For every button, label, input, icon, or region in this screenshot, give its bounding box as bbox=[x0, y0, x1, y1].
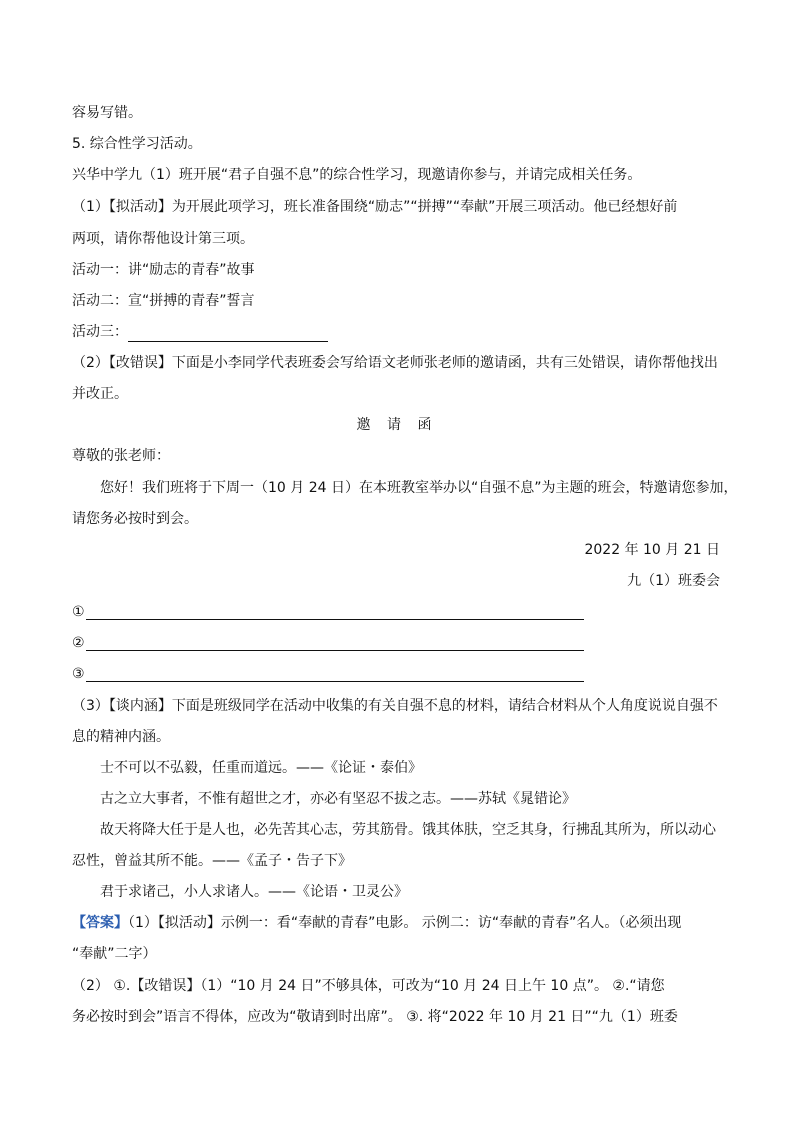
text-line: 兴华中学九（1）班开展“君子自强不息”的综合性学习，现邀请你参与，并请完成相关任务。 bbox=[72, 167, 642, 183]
answer-label: 【答案】 bbox=[72, 915, 128, 931]
letter-body: 您好！我们班将于下周一（10 月 24 日）在本班教室举办以“自强不息”为主题的班会，特邀请您参加， bbox=[100, 480, 738, 496]
text-line: 容易写错。 bbox=[72, 105, 142, 121]
letter-signer: 九（1）班委会 bbox=[627, 573, 720, 589]
activity-3-label: 活动三： bbox=[72, 324, 128, 340]
letter-greeting: 尊敬的张老师： bbox=[72, 448, 170, 464]
text-line: （2）【改错误】下面是小李同学代表班委会写给语文老师张老师的邀请函，共有三处错误，请你帮他找出 bbox=[72, 355, 718, 371]
answer-line: （2） ①.【改错误】（1）“10 月 24 日”不够具体，可改为“10 月 24 日上午 10 点”。 ②.“请您 bbox=[72, 978, 665, 994]
quote: 故天将降大任于是人也，必先苦其心志，劳其筋骨。饿其体肤，空乏其身，行拂乱其所为，所以动心 bbox=[100, 822, 716, 838]
text-line: （1）【拟活动】为开展此项学习，班长准备围绕“励志”“拼搏”“奉献”开展三项活动。他已经想好前 bbox=[72, 199, 678, 215]
text-line: 并改正。 bbox=[72, 386, 128, 402]
text-line: 息的精神内涵。 bbox=[72, 729, 170, 745]
answer-line: 务必按时到会”语言不得体，应改为“敬请到时出席”。 ③. 将“2022 年 10 月 21 日”“九（1）班委 bbox=[72, 1009, 678, 1025]
letter-body: 请您务必按时到会。 bbox=[72, 511, 198, 527]
question-heading: 5. 综合性学习活动。 bbox=[72, 136, 202, 152]
answer-line: “奉献”二字） bbox=[72, 946, 157, 962]
answer-blank-1[interactable] bbox=[72, 602, 584, 622]
blank-number: ③ bbox=[72, 666, 85, 682]
quote: 士不可以不弘毅，任重而道远。——《论证・泰伯》 bbox=[100, 760, 422, 776]
blank-number: ② bbox=[72, 635, 85, 651]
answer-blank-2[interactable] bbox=[72, 633, 584, 653]
quote: 忍性，曾益其所不能。——《孟子・告子下》 bbox=[72, 853, 352, 869]
activity-3-blank[interactable] bbox=[128, 325, 328, 342]
letter-title: 邀 请 函 bbox=[356, 417, 438, 433]
answer-blank-3[interactable] bbox=[72, 664, 584, 684]
quote: 古之立大事者，不惟有超世之才，亦必有坚忍不拔之志。——苏轼《晁错论》 bbox=[100, 791, 576, 807]
answer-text: （1）【拟活动】示例一：看“奉献的青春”电影。 示例二：访“奉献的青春”名人。（必须出现 bbox=[128, 915, 682, 931]
activity-3 bbox=[72, 322, 328, 342]
letter-date: 2022 年 10 月 21 日 bbox=[584, 542, 720, 558]
blank-number: ① bbox=[72, 604, 85, 620]
activity-1: 活动一：讲“励志的青春”故事 bbox=[72, 262, 255, 278]
quote: 君于求诸己，小人求诸人。——《论语・卫灵公》 bbox=[100, 884, 408, 900]
answer-line bbox=[72, 913, 681, 933]
text-line: （3）【谈内涵】下面是班级同学在活动中收集的有关自强不息的材料，请结合材料从个人角度说说自强不 bbox=[72, 698, 718, 714]
activity-2: 活动二：宣“拼搏的青春”誓言 bbox=[72, 293, 255, 309]
text-line: 两项，请你帮他设计第三项。 bbox=[72, 231, 254, 247]
